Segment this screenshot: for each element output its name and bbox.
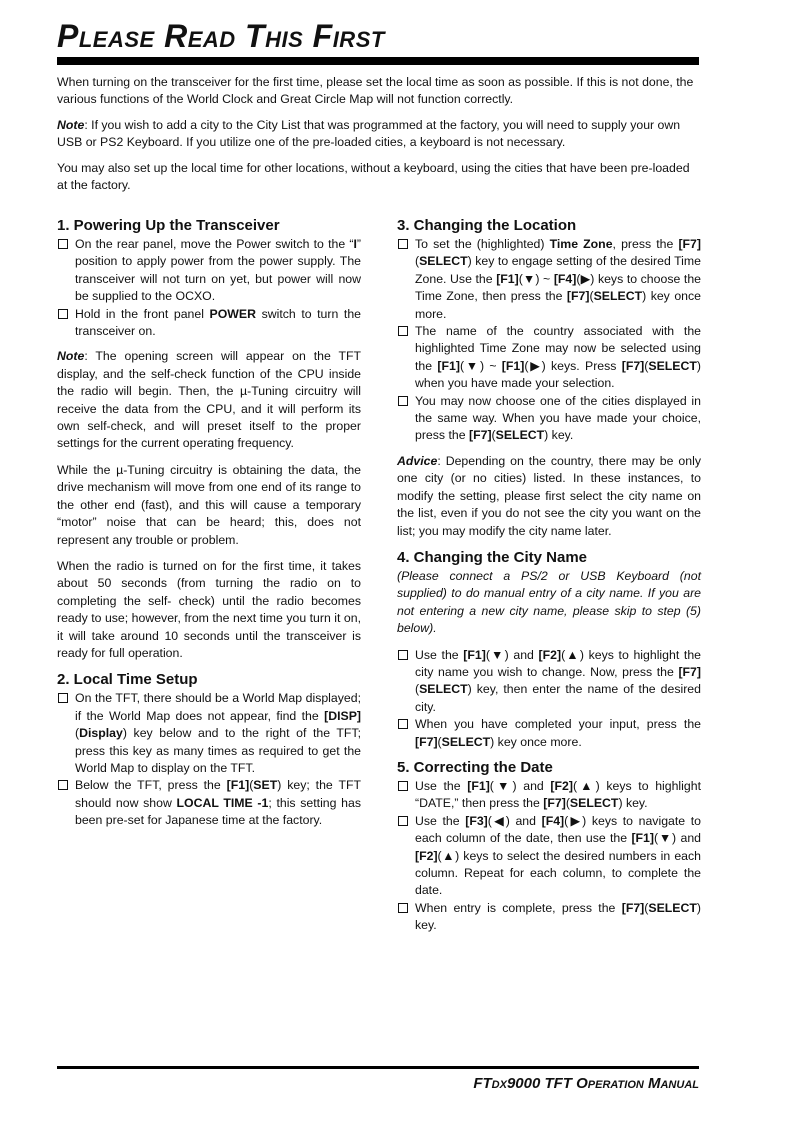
list-item: To set the (highlighted) Time Zone, press the [F7](SELECT) key to engage setting of the desired Time Zone. Use the [F1](▼) ~ [F4](▶) keys to choose the Time Zone, then press the [F7](SELECT) key once more. <box>397 236 701 323</box>
body-paragraph: When the radio is turned on for the first time, it takes about 50 seconds (from turning the radio on to completing the self- check) until the radio becomes ready to use; however, from the next time you turn it on, it will take around 10 seconds until the transceiver is ready for full operation. <box>57 558 361 660</box>
title-rule <box>57 57 699 65</box>
intro-section <box>57 74 699 203</box>
step-list <box>397 236 701 445</box>
step-list <box>397 778 701 935</box>
note-paragraph: Note: The opening screen will appear on the TFT display, and the self-check function of the CPU inside the radio will begin. Then, the µ-Tuning circuitry will receive the data from the CPU, and it will perform its own self-check, and will preset itself to the proper settings for the current operating frequency. <box>57 349 361 451</box>
step-list <box>57 236 361 340</box>
note-label: Note <box>57 118 85 132</box>
footer-rule <box>57 1066 699 1069</box>
keyboard-instruction: (Please connect a PS/2 or USB Keyboard (not supplied) to do manual entry of a city name. If you are not entering a new city name, please skip to step (5) below). <box>397 568 701 636</box>
list-item: Below the TFT, press the [F1](SET) key; the TFT should now show LOCAL TIME -1; this setting has been pre-set for Japanese time at the factory. <box>57 777 361 829</box>
step-list <box>57 690 361 829</box>
intro-note <box>57 117 699 151</box>
list-item: The name of the country associated with the highlighted Time Zone may now be selected using the [F1](▼) ~ [F1](▶) keys. Press [F7](SELECT) when you have made your selection. <box>397 323 701 393</box>
left-column <box>57 217 361 838</box>
body-paragraph: While the µ-Tuning circuitry is obtaining the data, the drive mechanism will move from one end of its range to the other end (fast), and this will cause a temporary “motor” noise that can be heard; this, does not represent any trouble or problem. <box>57 462 361 547</box>
section-heading-local-time: 2. Local Time Setup <box>57 671 198 689</box>
note-text: : If you wish to add a city to the City List that was programmed at the factory, you will need to supply your own USB or PS2 Keyboard. If you utilize one of the pre-loaded cities, a keyboard is not necessary. <box>57 118 681 149</box>
list-item: On the TFT, there should be a World Map displayed; if the World Map does not appear, find the [DISP](Display) key below and to the right of the TFT; press this key as many times as required to get the World Map to display on the TFT. <box>57 690 361 777</box>
section-heading-city-name: 4. Changing the City Name <box>397 548 588 566</box>
section-heading-correcting-date: 5. Correcting the Date <box>397 758 553 776</box>
list-item: When entry is complete, press the [F7](SELECT) key. <box>397 900 701 935</box>
list-item: Hold in the front panel POWER switch to turn the transceiver on. <box>57 306 361 341</box>
footer-manual-title: FTdx9000 TFT Operation Manual <box>473 1075 699 1092</box>
list-item: Use the [F3](◀) and [F4](▶) keys to navigate to each column of the date, then use the [F1](▼) and [F2](▲) keys to select the desired numbers in each column. Repeat for each column, to complete the date. <box>397 813 701 900</box>
section-heading-changing-location: 3. Changing the Location <box>397 217 577 234</box>
intro-paragraph: When turning on the transceiver for the first time, please set the local time as soon as possible. If this is not done, the various functions of the World Clock and Great Circle Map will not function correctly. <box>57 75 694 106</box>
list-item: Use the [F1](▼) and [F2](▲) keys to highlight the city name you wish to change. Now, press the [F7](SELECT) key, then enter the name of the desired city. <box>397 647 701 717</box>
section-heading-powering-up: 1. Powering Up the Transceiver <box>57 217 280 234</box>
page-title: Please Read This First <box>57 18 385 54</box>
list-item: When you have completed your input, press the [F7](SELECT) key once more. <box>397 716 701 751</box>
list-item: You may now choose one of the cities displayed in the same way. When you have made your choice, press the [F7](SELECT) key. <box>397 393 701 445</box>
list-item: On the rear panel, move the Power switch to the “I” position to apply power from the power supply. The transceiver will not turn on yet, but power will now be supplied to the OCXO. <box>57 236 361 306</box>
advice-paragraph: Advice: Depending on the country, there may be only one city (or no cities) listed. In these instances, to modify the setting, please first select the city name on the list, even if you do not see the city you want on the list; you may modify the city name later. <box>397 453 701 538</box>
list-item: Use the [F1](▼) and [F2](▲) keys to highlight “DATE,” then press the [F7](SELECT) key. <box>397 778 701 813</box>
intro-paragraph: You may also set up the local time for other locations, without a keyboard, using the cities that have been pre-loaded at the factory. <box>57 161 690 192</box>
step-list <box>397 647 701 751</box>
right-column <box>397 217 701 943</box>
